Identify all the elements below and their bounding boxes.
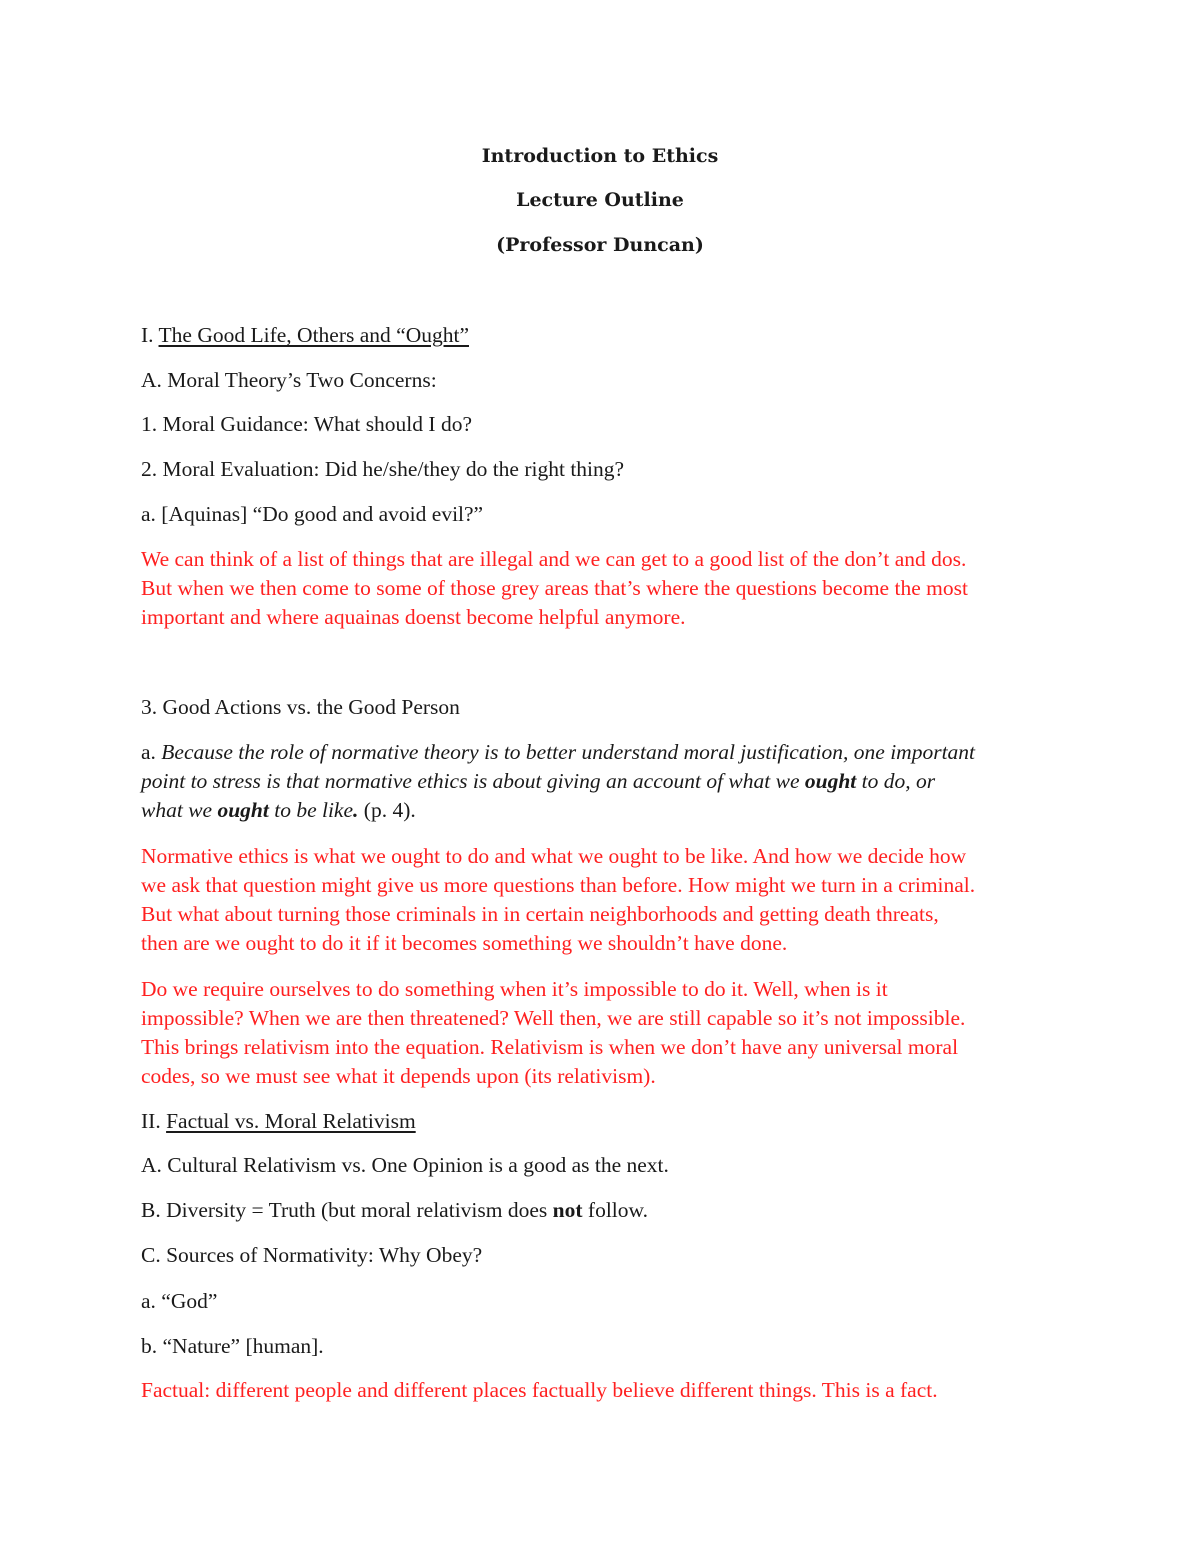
quote-line: what we [141, 798, 218, 822]
section-1-heading [141, 321, 1071, 350]
section-2-heading [141, 1107, 1071, 1136]
instructor-name: (Professor Duncan) [496, 234, 704, 256]
textbook-quote [141, 738, 1071, 825]
quote-line: Because the role of normative theory is to better understand moral justification, one important [161, 740, 976, 764]
note-line: codes, so we must see what it depends upon (its relativism). [141, 1064, 656, 1088]
quote-emphasis: ought [217, 798, 269, 822]
outline-item-1A2: 2. Moral Evaluation: Did he/she/they do the right thing? [141, 457, 625, 481]
note-line: Do we require ourselves to do something when it’s impossible to do it. Well, when is it [141, 977, 888, 1001]
outline-item-2Ca: a. “God” [141, 1289, 218, 1313]
item-emphasis: not [552, 1198, 583, 1222]
note-line: But what about turning those criminals in in certain neighborhoods and getting death threats, [141, 902, 939, 926]
annotation-note-4 [141, 1376, 1061, 1405]
document-subtitle: Lecture Outline [516, 189, 684, 211]
annotation-note-1 [141, 545, 1061, 632]
note-line: We can think of a list of things that are illegal and we can get to a good list of the don’t and dos. [141, 547, 967, 571]
quote-emphasis: ought [804, 769, 857, 793]
note-line: impossible? When we are then threatened? Well then, we are still capable so it’s not impossible. [141, 1006, 966, 1030]
outline-item-1A: A. Moral Theory’s Two Concerns: [141, 368, 437, 392]
note-line: This brings relativism into the equation. Relativism is when we don’t have any universal moral [141, 1035, 959, 1059]
outline-item-1A1: 1. Moral Guidance: What should I do? [141, 412, 472, 436]
outline-item-1A3: 3. Good Actions vs. the Good Person [141, 695, 460, 719]
quote-line: to do, or [856, 769, 936, 793]
quote-prefix: a. [141, 740, 162, 764]
outline-item-1A2a: a. [Aquinas] “Do good and avoid evil?” [141, 502, 484, 526]
quote-line: point to stress is that normative ethics is about giving an account of what we [141, 769, 805, 793]
outline-item-2Cb: b. “Nature” [human]. [141, 1334, 324, 1358]
quote-line: to be like [268, 798, 354, 822]
note-line: But when we then come to some of those grey areas that’s where the questions become the most [141, 576, 968, 600]
outline-item-2A: A. Cultural Relativism vs. One Opinion is a good as the next. [141, 1153, 669, 1177]
annotation-note-2 [141, 842, 1061, 958]
quote-period: . [353, 798, 359, 822]
note-line: then are we ought to do it if it becomes something we shouldn’t have done. [141, 931, 788, 955]
note-line: we ask that question might give us more questions than before. How might we turn in a criminal. [141, 873, 976, 897]
section-1-title: The Good Life, Others and “Ought” [158, 323, 469, 347]
section-2-prefix: II. [141, 1109, 167, 1133]
note-line: Factual: different people and different places factually believe different things. This is a fact. [141, 1378, 938, 1402]
item-text: follow. [582, 1198, 649, 1222]
section-1-prefix: I. [141, 323, 159, 347]
note-line: important and where aquainas doenst become helpful anymore. [141, 605, 686, 629]
quote-citation: (p. 4). [358, 798, 416, 822]
note-line: Normative ethics is what we ought to do and what we ought to be like. And how we decide how [141, 844, 967, 868]
section-2-title: Factual vs. Moral Relativism [166, 1109, 416, 1133]
document-title: Introduction to Ethics [481, 145, 719, 167]
annotation-note-3 [141, 975, 1061, 1091]
item-text: B. Diversity = Truth (but moral relativism does [141, 1198, 553, 1222]
outline-item-2C: C. Sources of Normativity: Why Obey? [141, 1243, 483, 1267]
outline-item-2B [141, 1196, 1071, 1225]
